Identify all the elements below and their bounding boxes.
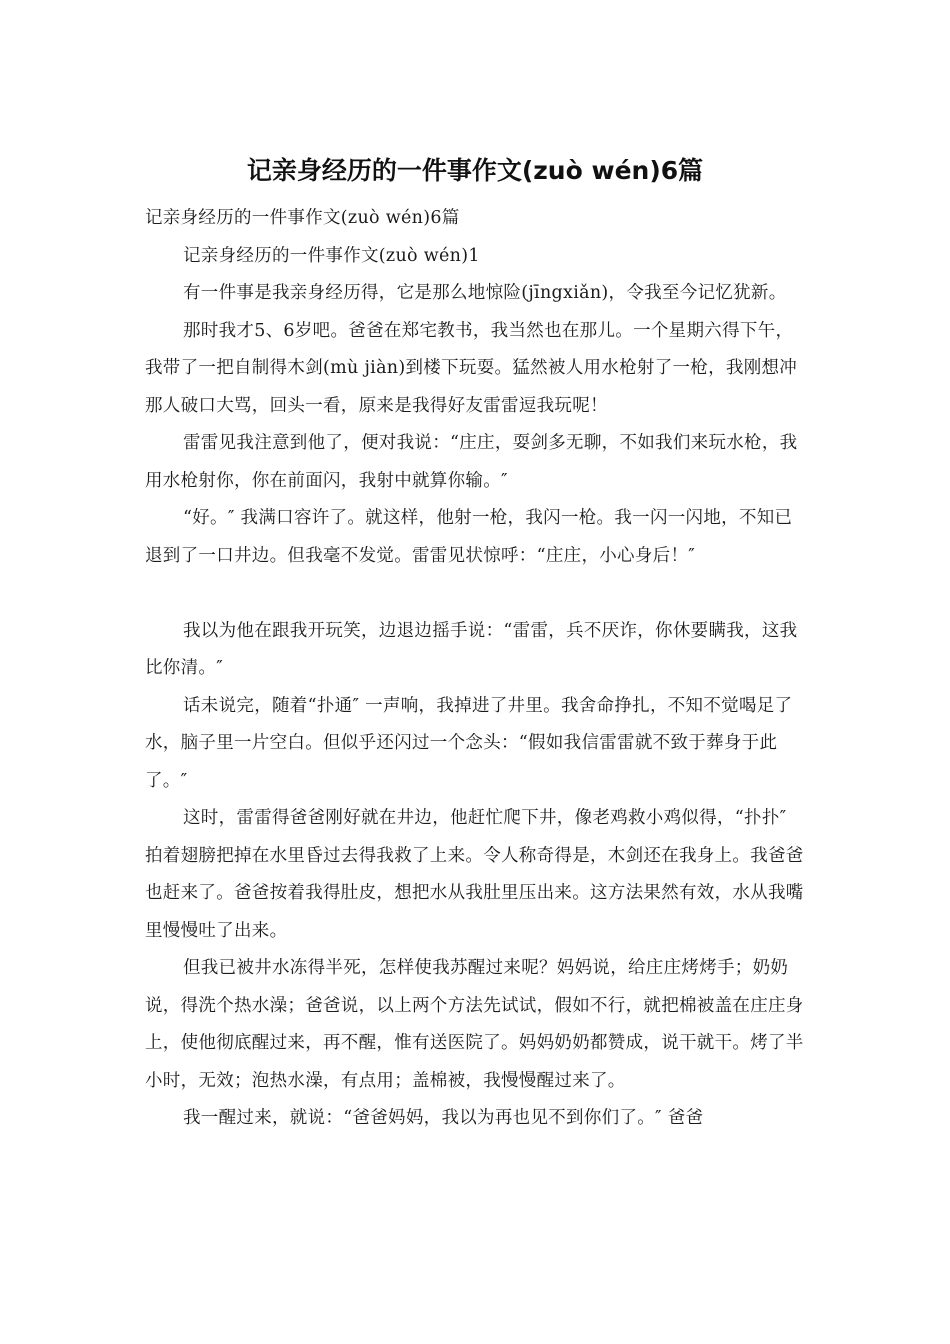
section-heading: 记亲身经历的一件事作文(zuò wén)1 <box>183 245 480 266</box>
paragraph: 我以为他在跟我开玩笑，边退边摇手说：“雷雷，兵不厌诈，你休要瞒我，这我比你清。″ <box>145 620 798 678</box>
document-body <box>145 200 805 1138</box>
paragraph: 话未说完，随着“扑通″ 一声响，我掉进了井里。我舍命挣扎，不知不觉喝足了水，脑子里一片空白。但似乎还闪过一个念头：“假如我信雷雷就不致于葬身于此了。″ <box>145 695 793 791</box>
paragraph: 有一件事是我亲身经历得，它是那么地惊险(jīngxiǎn)，令我至今记忆犹新。 <box>183 283 787 303</box>
paragraph: 我一醒过来，就说：“爸爸妈妈，我以为再也见不到你们了。″ 爸爸 <box>183 1108 704 1128</box>
document-subtitle: 记亲身经历的一件事作文(zuò wén)6篇 <box>145 208 460 228</box>
document-title: 记亲身经历的一件事作文(zuò wén)6篇 <box>246 156 704 185</box>
paragraph: 雷雷见我注意到他了，便对我说：“庄庄，耍剑多无聊，不如我们来玩水枪，我用水枪射你，你在前面闪，我射中就算你输。″ <box>145 433 798 491</box>
paragraph: 那时我才5、6岁吧。爸爸在郑宅教书，我当然也在那儿。一个星期六得下午，我带了一把自制得木剑(mù jiàn)到楼下玩耍。猛然被人用水枪射了一枪，我刚想冲那人破口大骂，回头一看，原来是我得好友雷雷逗我玩呢！ <box>145 320 798 416</box>
paragraph: “好。″ 我满口容许了。就这样，他射一枪，我闪一枪。我一闪一闪地，不知已退到了一口井边。但我毫不发觉。雷雷见状惊呼：“庄庄，小心身后！″ <box>145 508 793 566</box>
paragraph: 但我已被井水冻得半死，怎样使我苏醒过来呢？妈妈说，给庄庄烤烤手；奶奶说，得洗个热水澡；爸爸说，以上两个方法先试试，假如不行，就把棉被盖在庄庄身上，使他彻底醒过来，再不醒，惟有送医院了。妈妈奶奶都赞成，说干就干。烤了半小时，无效；泡热水澡，有点用；盖棉被，我慢慢醒过来了。 <box>145 958 804 1091</box>
paragraph: 这时，雷雷得爸爸刚好就在井边，他赶忙爬下井，像老鸡救小鸡似得，“扑扑″ 拍着翅膀把掉在水里昏过去得我救了上来。令人称奇得是，木剑还在我身上。我爸爸也赶来了。爸爸按着我得肚皮，想把水从我肚里压出来。这方法果然有效，水从我嘴里慢慢吐了出来。 <box>145 808 804 941</box>
